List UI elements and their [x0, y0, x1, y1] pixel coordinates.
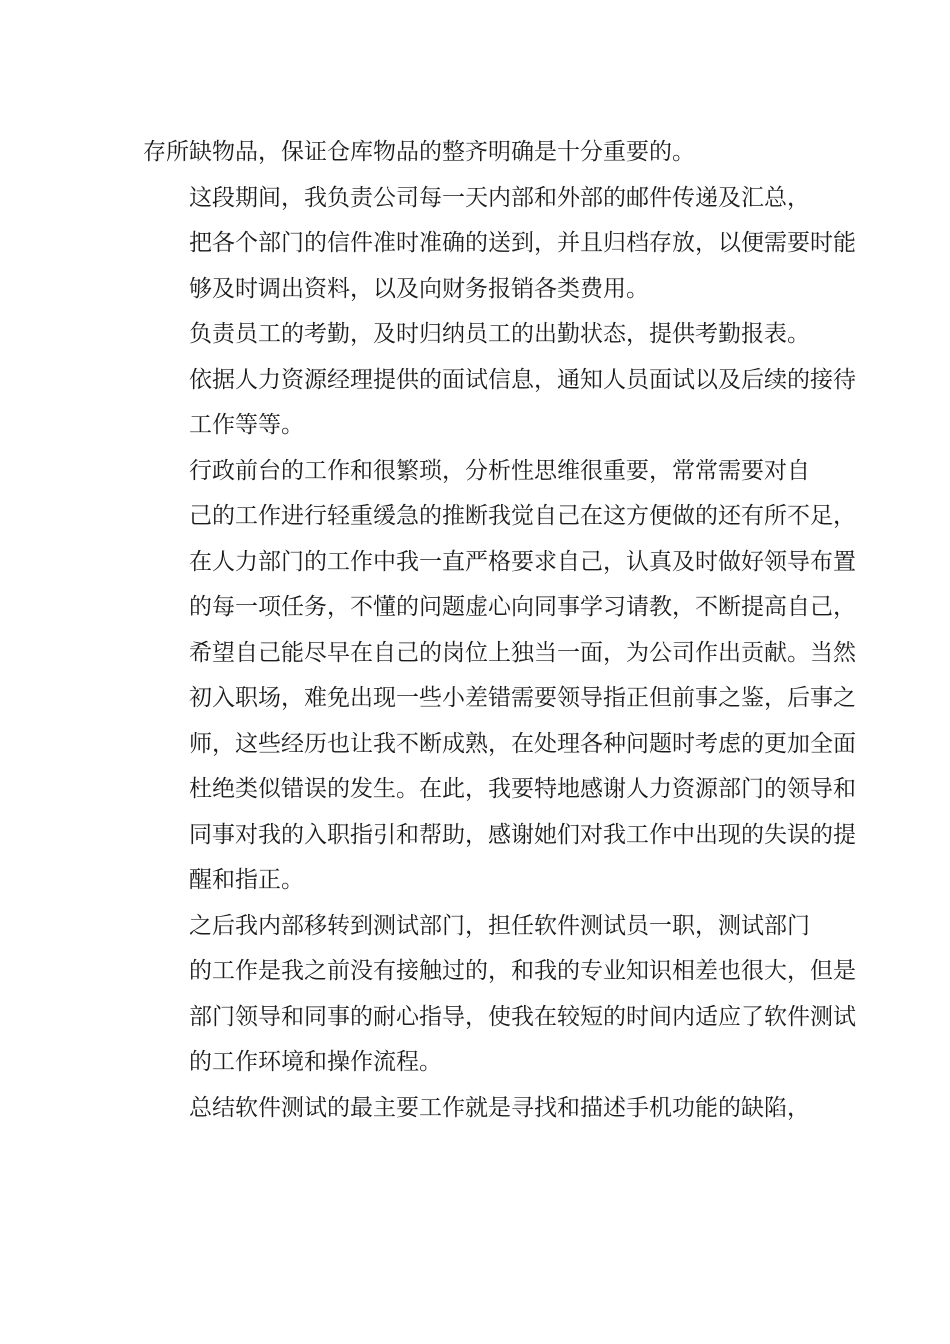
paragraph — [143, 130, 807, 176]
paragraph — [143, 904, 856, 1086]
text-line: 存所缺物品，保证仓库物品的整齐明确是十分重要的。 — [143, 139, 695, 165]
paragraph — [143, 312, 856, 449]
paragraph — [143, 449, 856, 904]
text-line: 这段期间，我负责公司每一天内部和外部的邮件传递及汇总， — [189, 184, 810, 211]
text-line: 己的工作进行轻重缓急的推断我觉自己在这方便做的还有所不足， — [189, 503, 856, 529]
body-text — [143, 130, 856, 1131]
paragraph — [143, 176, 856, 313]
text-line: 工作等等。 — [189, 412, 304, 438]
text-line: 在人力部门的工作中我一直严格要求自己，认真及时做好领导布置 — [189, 548, 856, 575]
text-line: 师，这些经历也让我不断成熟，在处理各种问题时考虑的更加全面 — [189, 730, 856, 757]
text-line: 杜绝类似错误的发生。在此，我要特地感谢人力资源部门的领导和 — [189, 776, 856, 802]
text-line: 把各个部门的信件准时准确的送到，并且归档存放，以便需要时能 — [189, 230, 856, 256]
text-line: 的每一项任务，不懂的问题虚心向同事学习请教，不断提高自己， — [189, 594, 856, 620]
text-line: 希望自己能尽早在自己的岗位上独当一面，为公司作出贡献。当然 — [189, 639, 856, 666]
text-line: 同事对我的入职指引和帮助，感谢她们对我工作中出现的失误的提 — [189, 821, 856, 848]
text-line: 总结软件测试的最主要工作就是寻找和描述手机功能的缺陷， — [189, 1094, 810, 1121]
text-line: 的工作环境和操作流程。 — [189, 1049, 442, 1075]
text-line: 之后我内部移转到测试部门，担任软件测试员一职，测试部门 — [189, 912, 810, 939]
text-line: 依据人力资源经理提供的面试信息，通知人员面试以及后续的接待 — [189, 366, 856, 393]
text-line: 初入职场，难免出现一些小差错需要领导指正但前事之鉴，后事之 — [189, 685, 856, 711]
text-line: 负责员工的考勤，及时归纳员工的出勤状态，提供考勤报表。 — [189, 321, 810, 347]
text-line: 部门领导和同事的耐心指导，使我在较短的时间内适应了软件测试 — [189, 1003, 856, 1030]
paragraph — [143, 1086, 810, 1132]
text-line: 醒和指正。 — [189, 867, 304, 893]
text-line: 够及时调出资料，以及向财务报销各类费用。 — [189, 275, 649, 302]
text-line: 行政前台的工作和很繁琐，分析性思维很重要，常常需要对自 — [189, 457, 810, 484]
text-line: 的工作是我之前没有接触过的，和我的专业知识相差也很大，但是 — [189, 958, 856, 984]
